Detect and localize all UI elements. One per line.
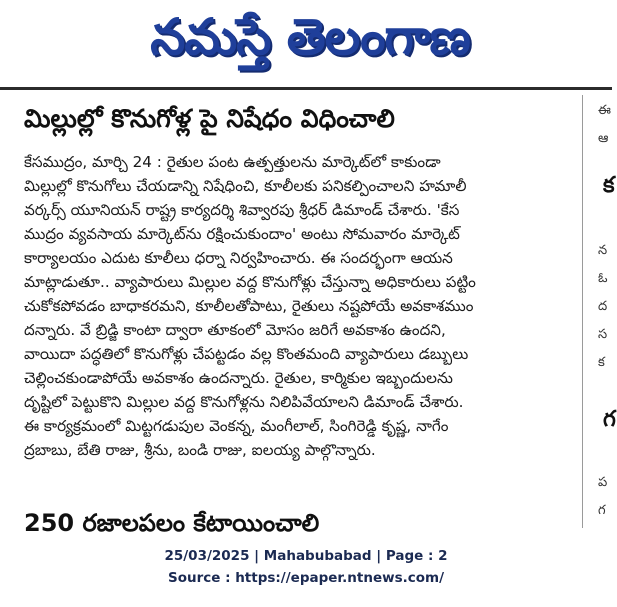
- adjacent-column: [588, 95, 616, 528]
- article-line: దన్నారు. వే బ్రిడ్జి కాంటా ద్వారా తూకంలో మోసం జరిగే అవకాశం ఉందని,: [24, 321, 446, 339]
- column-divider: [582, 95, 583, 528]
- adjacent-column-fragment: ఓ: [598, 271, 608, 286]
- article-line: ద్రబాబు, బేతి రాజు, శ్రీను, బండి రాజు, ఐలయ్య పాల్గొన్నారు.: [24, 441, 376, 459]
- footer-date-edition: 25/03/2025 | Mahabubabad | Page : 2: [164, 548, 448, 564]
- adjacent-column-fragment: న: [598, 243, 608, 258]
- adjacent-column-fragment: క: [603, 173, 615, 198]
- article-line: మాట్లాడుతూ.. వ్యాపారులు మిల్లుల వద్ద కొనుగోళ్లు చేస్తున్నా అధికారులు పట్టిం: [24, 273, 476, 291]
- adjacent-column-fragment: గ: [598, 503, 606, 518]
- article-line: వర్కర్స్ యూనియన్ రాష్ట్ర కార్యదర్శి శివ్వారపు శ్రీధర్ డిమాండ్ చేశారు. 'కేస: [24, 201, 460, 219]
- masthead-title: నమస్తే తెలంగాణ: [150, 7, 470, 66]
- article-line: కార్యాలయం ఎదుట కూలీలు ధర్నా నిర్వహించారు. ఈ సందర్భంగా ఆయన: [24, 249, 453, 267]
- article-line: చుకోకపోవడం బాధాకరమని, కూలీలతోపాటు, రైతులు నష్టపోయే అవకాశముం: [24, 297, 474, 315]
- article-line: కేసముద్రం, మార్చి 24 : రైతుల పంట ఉత్పత్తులను మార్కెట్‌లో కాకుండా: [24, 153, 441, 171]
- article-line: మిల్లుల్లో కొనుగోలు చేయడాన్ని నిషేధించి, కూలీలకు పనికల్పించాలని హమాలీ: [24, 177, 467, 195]
- article-headline: మిల్లుల్లో కొనుగోళ్ల పై నిషేధం విధించాలి: [24, 104, 395, 133]
- adjacent-column-fragment: స: [598, 327, 608, 342]
- adjacent-column-fragment: క: [598, 355, 605, 370]
- article-line: చెల్లించకుండాపోయే అవకాశం ఉందన్నారు. రైతుల, కార్మికుల ఇబ్బందులను: [24, 369, 453, 387]
- masthead: [100, 4, 520, 82]
- article-line: వాయిదా పద్ధతిలో కొనుగోళ్లు చేపట్టడం వల్ల కొంతమంది వ్యాపారులు డబ్బులు: [24, 345, 469, 363]
- adjacent-column-fragment: ఈ: [598, 103, 611, 118]
- footer-source: Source : https://epaper.ntnews.com/: [167, 570, 445, 586]
- adjacent-column-fragment: ఆ: [598, 131, 609, 146]
- adjacent-column-fragment: గ: [603, 407, 616, 432]
- article-line: దృష్టిలో పెట్టుకొని మిల్లుల వద్ద కొనుగోళ్లను నిలిపివేయాలని డిమాండ్ చేశారు.: [24, 393, 464, 411]
- adjacent-column-fragment: ప: [598, 475, 608, 490]
- next-article-headline: 250 రజాలపలం కేటాయించాలి: [24, 509, 320, 537]
- masthead-rule: [0, 87, 612, 90]
- article-line: ఈ కార్యక్రమంలో మిట్టగడుపుల వెంకన్న, మంగీలాల్, సింగిరెడ్డి కృష్ణ, నాగేం: [24, 417, 449, 435]
- article-body: [24, 150, 574, 462]
- adjacent-column-fragment: ద: [598, 299, 608, 314]
- article-line: ముద్రం వ్యవసాయ మార్కెట్‌ను రక్షించుకుందాం' అంటు సోమవారం మార్కెట్: [24, 225, 460, 243]
- source-footer: [0, 545, 612, 589]
